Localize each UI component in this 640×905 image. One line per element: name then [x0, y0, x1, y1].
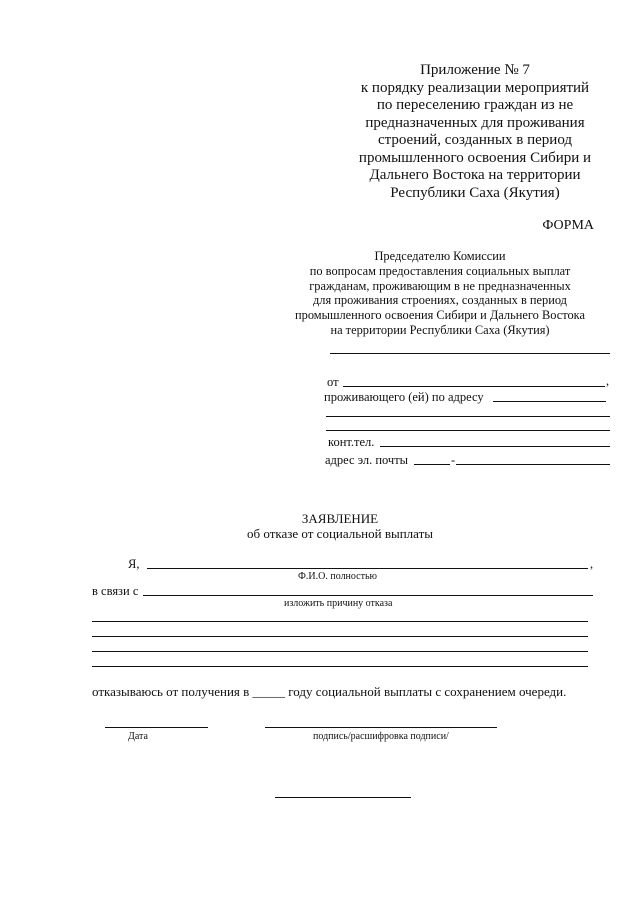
- reason-line-5[interactable]: [92, 666, 588, 667]
- phone-label: конт.тел.: [328, 435, 375, 449]
- email-field-part-1[interactable]: [414, 464, 450, 465]
- appendix-header: [350, 62, 600, 202]
- date-field[interactable]: [105, 727, 208, 728]
- appendix-line: Приложение № 7: [420, 62, 530, 78]
- appendix-line: Республики Саха (Якутия): [390, 184, 560, 201]
- refusal-text-after: году социальной выплаты с сохранением очереди.: [288, 684, 567, 699]
- reason-line-3[interactable]: [92, 636, 588, 637]
- addressee-line: для проживания строениях, созданных в период: [313, 293, 567, 308]
- date-label: Дата: [128, 731, 148, 742]
- reason-line-2[interactable]: [92, 621, 588, 622]
- addressee-line: промышленного освоения Сибири и Дальнего Востока: [295, 308, 585, 323]
- reason-field[interactable]: [143, 595, 593, 596]
- appendix-line: строений, созданных в период: [377, 132, 573, 148]
- address-label: проживающего (ей) по адресу: [324, 390, 484, 404]
- addressee-name-field[interactable]: [330, 353, 610, 354]
- form-label: ФОРМА: [542, 218, 594, 233]
- fio-field[interactable]: [147, 568, 588, 569]
- reason-hint: изложить причину отказа: [284, 598, 393, 609]
- phone-field[interactable]: [380, 446, 610, 447]
- refusal-year-blank[interactable]: _____: [252, 684, 286, 699]
- addressee-line: Председателю Комиссии: [374, 249, 506, 263]
- refusal-sentence: [92, 684, 566, 700]
- email-field-part-2[interactable]: [456, 464, 610, 465]
- addressee-line: по вопросам предоставления социальных выплат: [309, 263, 571, 278]
- addressee-block: [280, 249, 600, 338]
- statement-subtitle: об отказе от социальной выплаты: [247, 526, 433, 541]
- appendix-line: предназначенных для проживания: [365, 114, 585, 131]
- addressee-line: гражданам, проживающим в не предназначенных: [309, 278, 571, 293]
- signature-field[interactable]: [265, 727, 497, 728]
- statement-title: ЗАЯВЛЕНИЕ: [301, 511, 379, 526]
- fio-hint: Ф.И.О. полностью: [298, 571, 377, 582]
- reason-line-4[interactable]: [92, 651, 588, 652]
- footer-rule: [275, 797, 411, 798]
- address-field-line-3[interactable]: [326, 430, 610, 431]
- addressee-line: на территории Республики Саха (Якутия): [330, 322, 550, 337]
- appendix-line: по переселению граждан из не: [376, 97, 574, 113]
- i-label: Я,: [128, 557, 140, 571]
- from-comma: ,: [606, 374, 610, 388]
- reason-label: в связи с: [92, 584, 139, 598]
- address-field[interactable]: [493, 401, 606, 402]
- email-dash: -: [451, 453, 456, 467]
- from-label: от: [327, 375, 339, 389]
- signature-label: подпись/расшифровка подписи/: [313, 731, 449, 742]
- fio-comma: ,: [590, 557, 594, 571]
- appendix-line: промышленного освоения Сибири и: [358, 149, 592, 166]
- refusal-text-before: отказываюсь от получения в: [92, 684, 250, 699]
- from-field[interactable]: [343, 386, 605, 387]
- appendix-line: Дальнего Востока на территории: [369, 167, 581, 183]
- appendix-line: к порядку реализации мероприятий: [360, 79, 590, 96]
- email-label: адрес эл. почты: [325, 453, 409, 467]
- address-field-line-2[interactable]: [326, 416, 610, 417]
